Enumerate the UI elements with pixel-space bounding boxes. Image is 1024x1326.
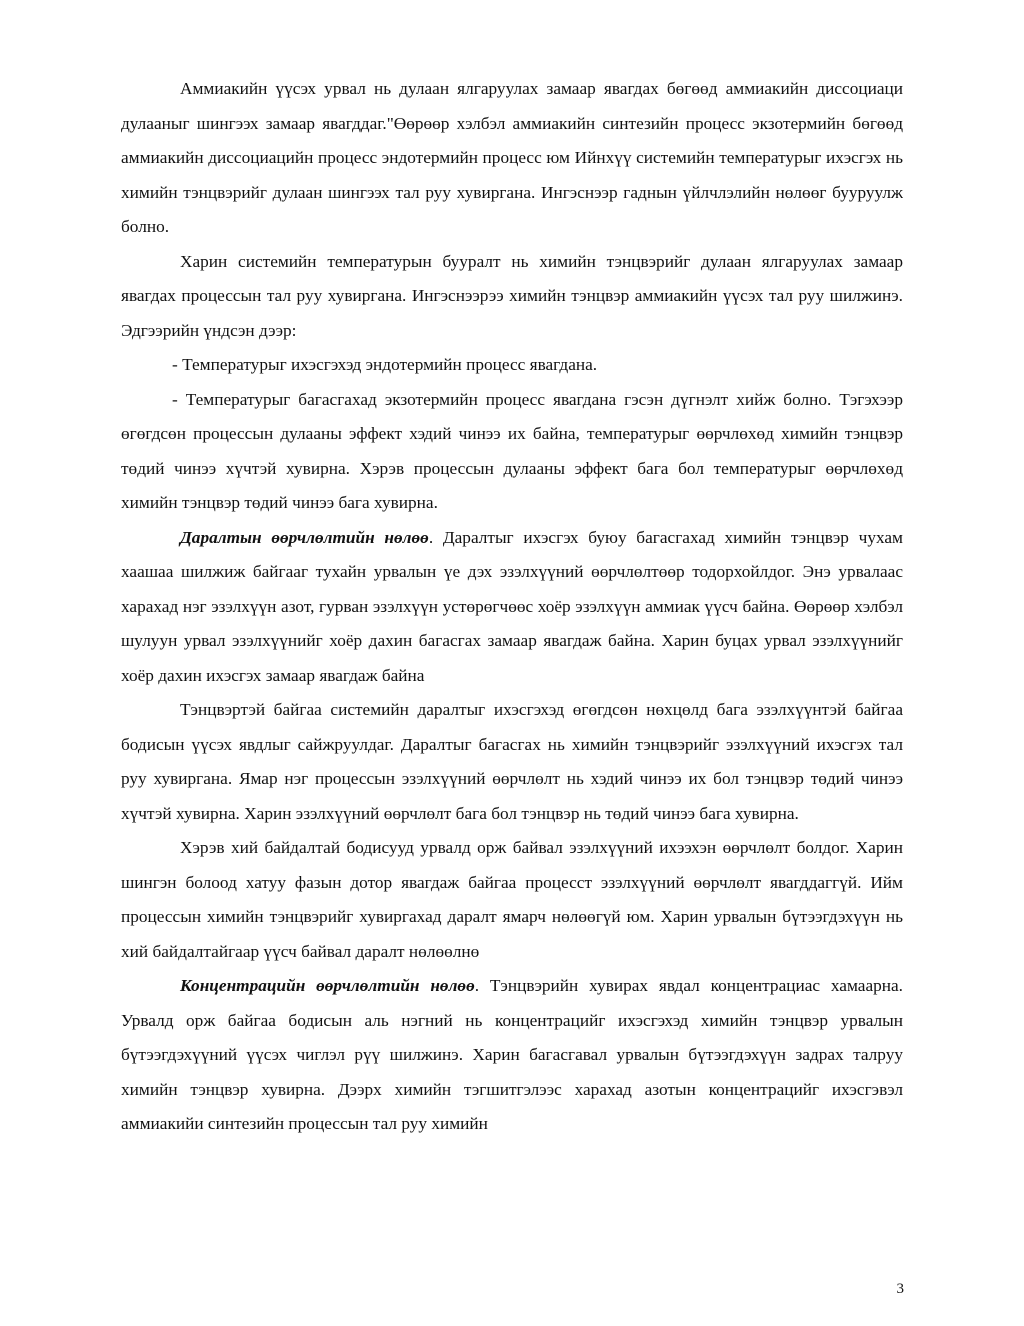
- list-item-2: - Температурыг багасгахад экзотермийн процесс явагдана гэсэн дүгнэлт хийж болно. Тэгэхээр өгөгдсөн процессын дулааны эффект хэдий чинээ их байна, температурыг өөрчлөхөд химийн тэнцвэр төдий чинээ хүчтэй хувирна. Хэрэв процессын дулааны эффект бага бол температурыг өөрчлөхөд химийн тэнцвэр төдий чинээ бага хувирна.: [121, 389, 903, 512]
- paragraph-concentration: [121, 969, 903, 1142]
- section-heading-concentration: Концентрацийн өөрчлөлтийн нөлөө: [180, 976, 475, 995]
- page-number: 3: [896, 1281, 904, 1297]
- paragraph-concentration-text: . Тэнцвэрийн хувирах явдал концентрациас хамаарна. Урвалд орж байгаа бодисын аль нэгний нь концентрацийг ихэсгэхэд химийн тэнцвэр урвалын бүтээгдэхүүний үүсэх чиглэл рүү шилжинэ. Харин багасгавал урвалын бүтээгдэхүүн задрах талруу химийн тэнцвэр хувирна. Дээрх химийн тэгшитгэлээс харахад азотын концентрацийг ихэсгэвэл аммиакийи синтезийн процессын тал руу химийн: [121, 976, 903, 1133]
- paragraph-equilibrium: Тэнцвэртэй байгаа системийн даралтыг ихэсгэхэд өгөгдсөн нөхцөлд бага эзэлхүүнтэй байгаа бодисын үүсэх явдлыг сайжруулдаг. Даралтыг багасгах нь химийн тэнцвэрийг эзэлхүүний ихэсгэх тал руу хувиргана. Ямар нэг процессын эзэлхүүний өөрчлөлт нь хэдий чинээ их бол тэнцвэр төдий чинээ хүчтэй хувирна. Харин эзэлхүүний өөрчлөлт бага бол тэнцвэр нь төдий чинээ бага хувирна.: [121, 700, 903, 823]
- paragraph-gases: Хэрэв хий байдалтай бодисууд урвалд орж байвал эзэлхүүний ихээхэн өөрчлөлт болдог. Харин шингэн болоод хатуу фазын дотор явагдаж байгаа процесст эзэлхүүний өөрчлөлт явагддаггүй. Ийм процессын химийн тэнцвэрийг хувиргахад даралт ямарч нөлөөгүй юм. Харин урвалын бүтээгдэхүүн нь хий байдалтайгаар үүсч байвал даралт нөлөөлнө: [121, 838, 903, 961]
- list-item-1: - Температурыг ихэсгэхэд эндотермийн процесс явагдана.: [172, 355, 598, 374]
- section-heading-pressure: Даралтын өөрчлөлтийн нөлөө: [180, 527, 429, 547]
- document-body: [121, 72, 903, 1142]
- paragraph-1: Аммиакийн үүсэх урвал нь дулаан ялгаруулах замаар явагдах бөгөөд аммиакийн диссоциаци дулааныг шингээх замаар явагддаг."Өөрөөр хэлбэл аммиакийн синтезийн процесс экзотермийн бөгөөд аммиакийн диссоциацийн процесс эндотермийн процесс юм Ийнхүү системийн температурыг ихэсгэх нь химийн тэнцвэрийг дулаан шингээх тал руу хувиргана. Ингэснээр гаднын үйлчлэлийн нөлөөг бууруулж болно.: [121, 79, 903, 236]
- paragraph-2: Харин системийн температурын бууралт нь химийн тэнцвэрийг дулаан ялгаруулах замаар явагдах процессын тал руу хувиргана. Ингэснээрээ химийн тэнцвэр аммиакийн үүсэх тал руу шилжинэ. Эдгээрийн үндсэн дээр:: [121, 251, 903, 340]
- paragraph-pressure-text: . Даралтыг ихэсгэх буюу багасгахад химийн тэнцвэр чухам хаашаа шилжиж байгааг тухайн урвалын үе дэх эзэлхүүний өөрчлөлтөөр тодорхойлдог. Энэ урвалаас харахад нэг эзэлхүүн азот, гурван эзэлхүүн устөрөгчөөс хоёр эзэлхүүн аммиак үүсч байна. Өөрөөр хэлбэл шулуун урвал эзэлхүүнийг хоёр дахин багасгах замаар явагдаж байна. Харин буцах урвал эзэлхүүнийг хоёр дахин ихэсгэх замаар явагдаж байна: [121, 527, 903, 685]
- paragraph-pressure: [121, 521, 903, 694]
